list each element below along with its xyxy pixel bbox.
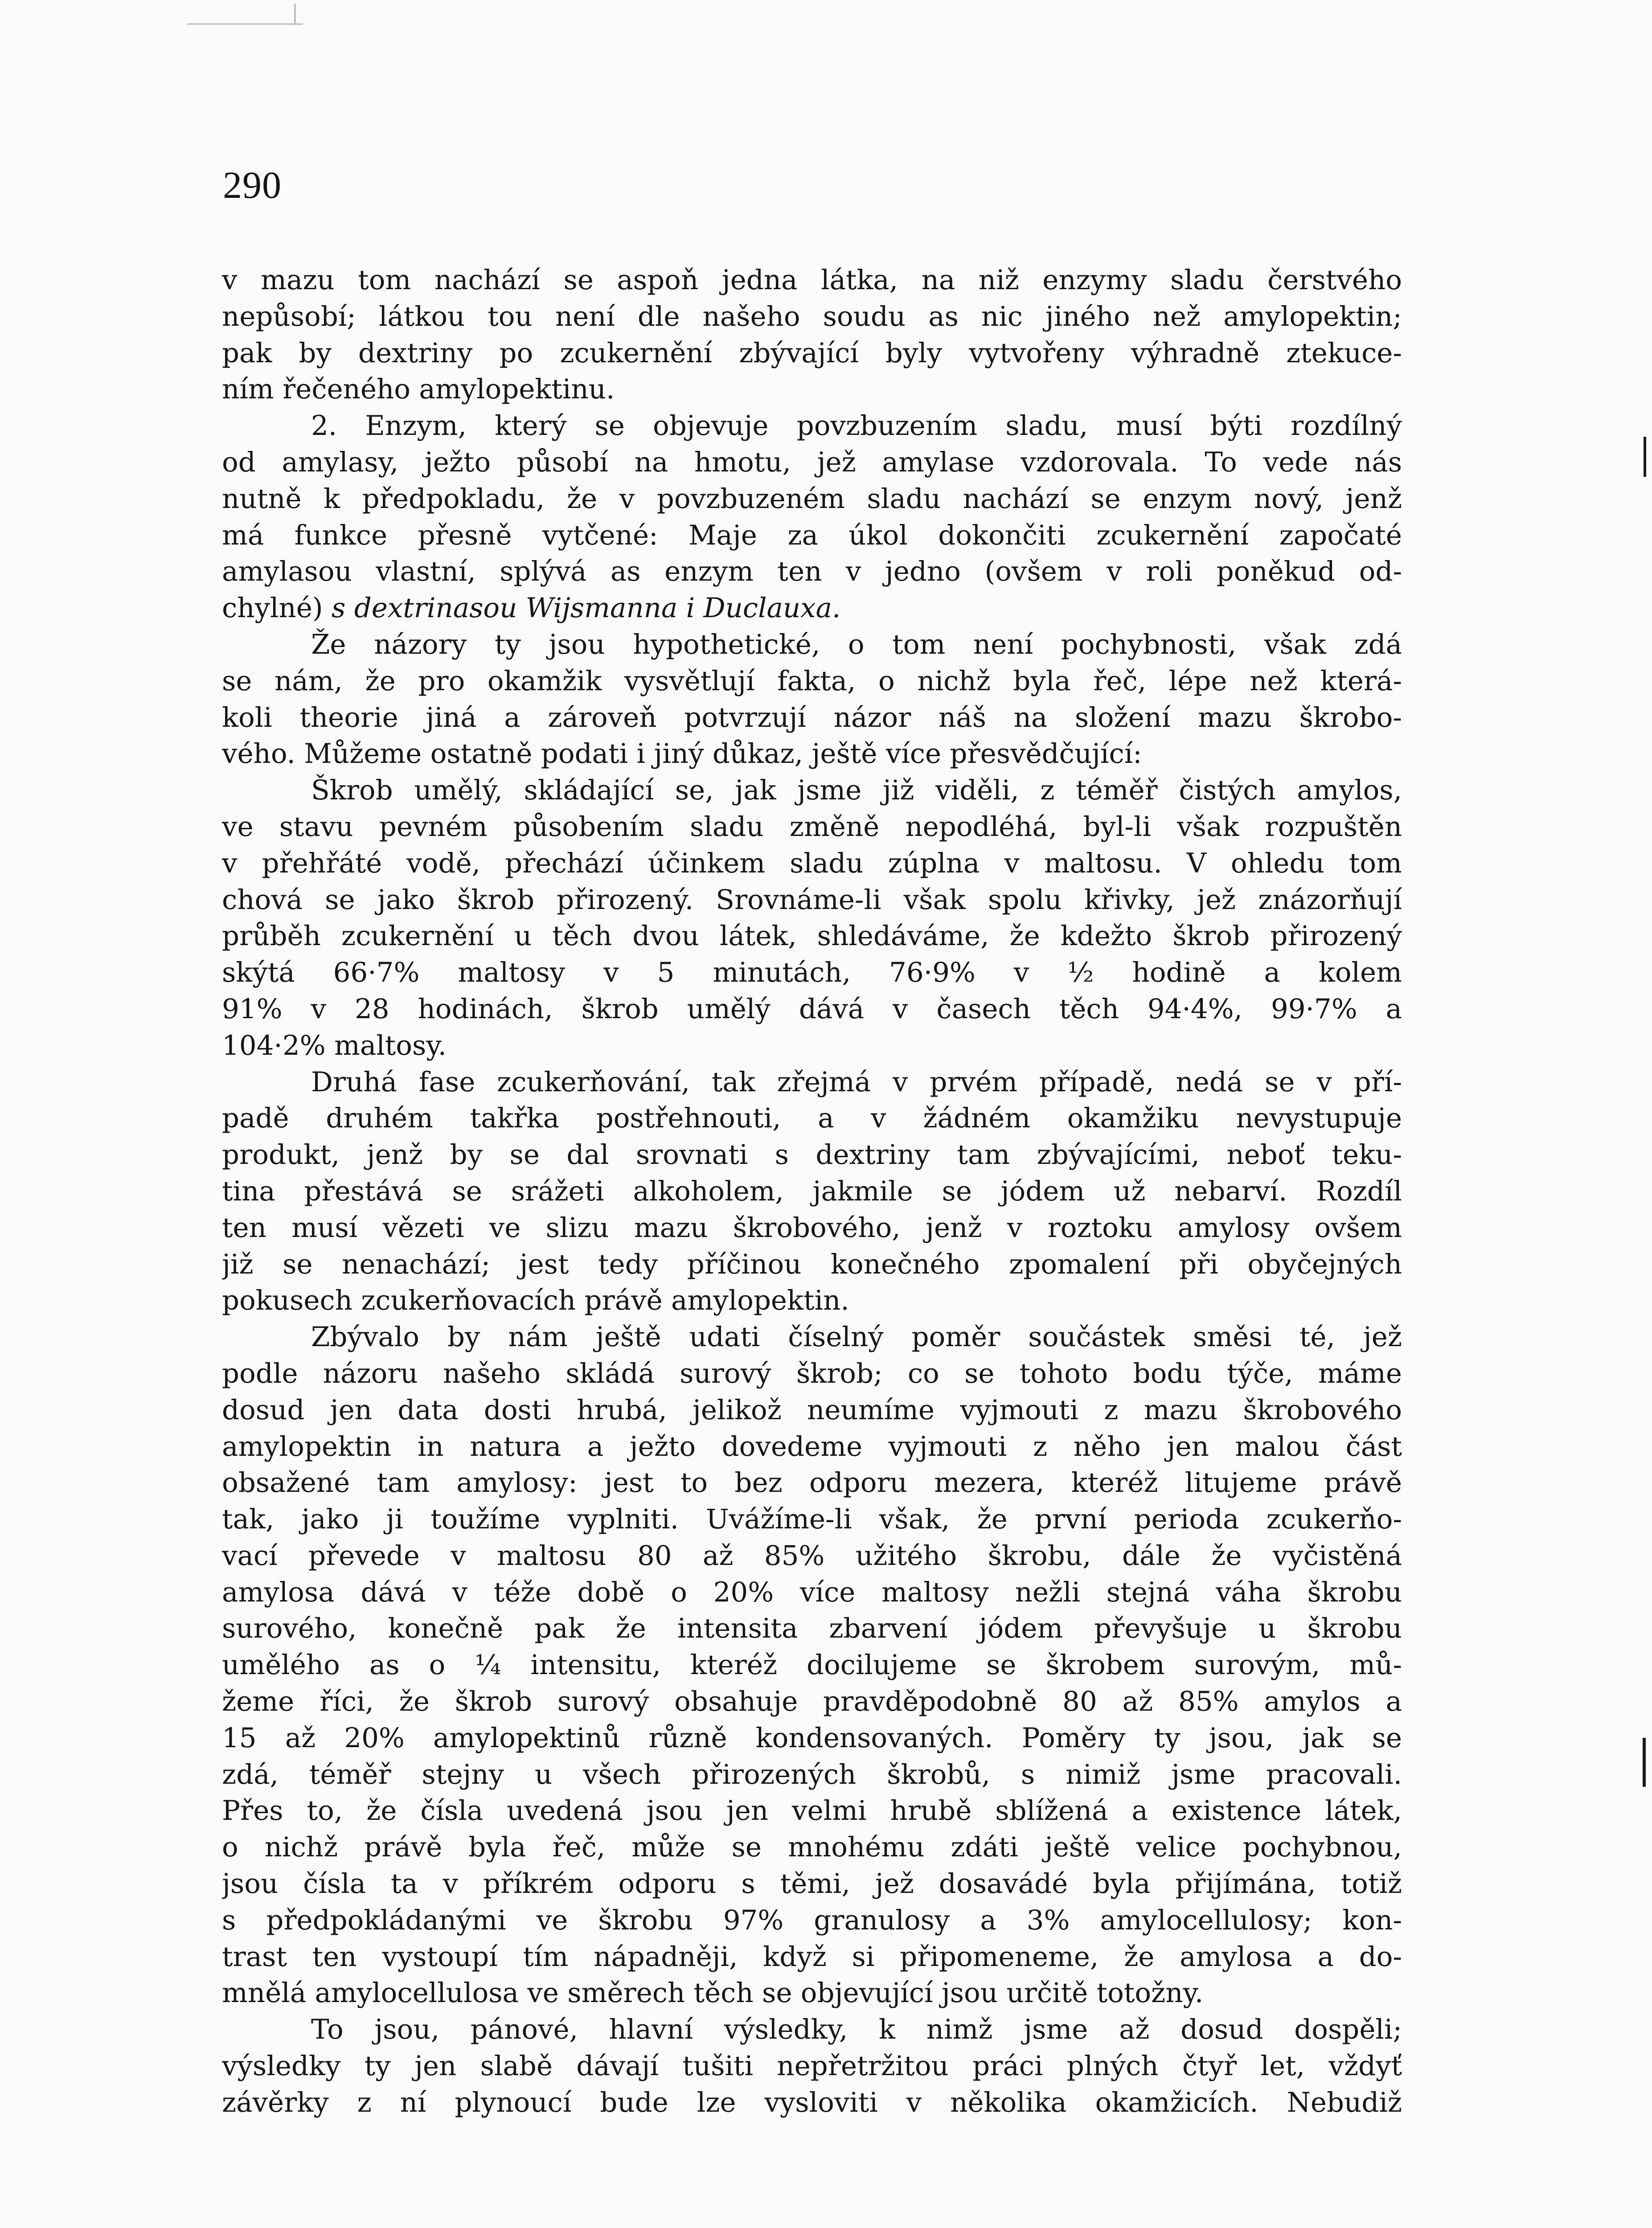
text-fragment: chylné) (222, 592, 332, 624)
text-line: pokusech zcukerňovacích právě amylopektin. (222, 1285, 849, 1317)
text-line: surového, konečně pak že intensita zbarvení jódem převyšuje u škrobu (222, 1613, 1402, 1645)
scan-artifact (1643, 1738, 1646, 1787)
text-line: Přes to, že čísla uvedená jsou jen velmi hrubě sblížená a existence látek, (222, 1795, 1402, 1827)
text-line: Škrob umělý, skládající se, jak jsme již viděli, z téměř čistých amylos, (311, 774, 1402, 807)
text-line: To jsou, pánové, hlavní výsledky, k nimž jsme až dosud dospěli; (311, 2014, 1402, 2046)
body-text (222, 262, 1402, 2121)
text-line: ve stavu pevném působením sladu změně nepodléhá, byl-li však rozpuštěn (222, 811, 1402, 843)
text-line: tina přestává se srážeti alkoholem, jakmile se jódem už nebarví. Rozdíl (222, 1175, 1402, 1207)
text-line (222, 590, 1402, 627)
text-line: s předpokládanými ve škrobu 97% granulosy a 3% amylocellulosy; kon- (222, 1904, 1402, 1936)
text-line: zdá, téměř stejny u všech přirozených škrobů, s nimiž jsme pracovali. (222, 1758, 1402, 1790)
text-line: ním řečeného amylopektinu. (222, 373, 615, 405)
text-line: vací převede v maltosu 80 až 85% užitého škrobu, dále že vyčistěná (222, 1540, 1402, 1572)
paragraph (222, 2011, 1402, 2121)
text-line: 104·2% maltosy. (222, 1029, 447, 1061)
text-line: Zbývalo by nám ještě udati číselný poměr součástek směsi té, jež (311, 1321, 1402, 1353)
text-line: pak by dextriny po zcukernění zbývající byly vytvořeny výhradně ztekuce- (222, 337, 1402, 369)
scan-artifact (187, 23, 303, 25)
text-line: o nichž právě byla řeč, může se mnohému zdáti ještě velice pochybnou, (222, 1831, 1402, 1863)
text-line: výsledky ty jen slabě dávají tušiti nepřetržitou práci plných čtyř let, vždyť (222, 2050, 1402, 2082)
text-line: amylosa dává v téže době o 20% více maltosy nežli stejná váha škrobu (222, 1576, 1402, 1608)
text-line: závěrky z ní plynoucí bude lze vysloviti v několika okamžicích. Nebudiž (222, 2086, 1402, 2118)
text-line: vého. Můžeme ostatně podati i jiný důkaz, ještě více přesvědčující: (222, 738, 1142, 770)
text-line: amylopektin in natura a ježto dovedeme vyjmouti z něho jen malou část (222, 1430, 1402, 1462)
text-line: má funkce přesně vytčené: Maje za úkol dokončiti zcukernění započaté (222, 519, 1402, 551)
text-line: v mazu tom nachází se aspoň jedna látka, na niž enzymy sladu čerstvého (222, 264, 1402, 296)
text-line: v přehřáté vodě, přechází účinkem sladu zúplna v maltosu. V ohledu tom (222, 847, 1402, 879)
text-line: chová se jako škrob přirozený. Srovnáme-li však spolu křivky, jež znázorňují (222, 884, 1402, 916)
text-line: od amylasy, ježto působí na hmotu, jež amylase vzdorovala. To vede nás (222, 446, 1402, 478)
text-line: nutně k předpokladu, že v povzbuzeném sladu nachází se enzym nový, jenž (222, 483, 1402, 515)
text-line: nepůsobí; látkou tou není dle našeho soudu as nic jiného než amylopektin; (222, 300, 1402, 332)
paragraph (222, 1064, 1402, 1319)
text-line: žeme říci, že škrob surový obsahuje pravděpodobně 80 až 85% amylos a (222, 1686, 1402, 1718)
paragraph (222, 772, 1402, 1064)
paragraph (222, 627, 1402, 772)
text-line: produkt, jenž by se dal srovnati s dextriny tam zbývajícími, neboť teku- (222, 1139, 1402, 1171)
text-line: amylasou vlastní, splývá as enzym ten v jedno (ovšem v roli poněkud od- (222, 556, 1402, 588)
text-line: tak, jako ji toužíme vyplniti. Uvážíme-li však, že první perioda zcukerňo- (222, 1503, 1402, 1536)
scan-artifact (1644, 437, 1646, 477)
page-number: 290 (223, 164, 282, 206)
text-line: Druhá fase zcukerňování, tak zřejmá v prvém případě, nedá se v pří- (311, 1066, 1402, 1098)
text-line: koli theorie jiná a zároveň potvrzují názor náš na složení mazu škrobo- (222, 701, 1402, 733)
text-line: průběh zcukernění u těch dvou látek, shledáváme, že kdežto škrob přirozený (222, 920, 1402, 952)
paragraph (222, 408, 1402, 627)
text-line: se nám, že pro okamžik vysvětlují fakta, o nichž byla řeč, lépe než která- (222, 665, 1402, 697)
text-line: 91% v 28 hodinách, škrob umělý dává v časech těch 94·4%, 99·7% a (222, 993, 1402, 1025)
text-line: skýtá 66·7% maltosy v 5 minutách, 76·9% v ½ hodině a kolem (222, 957, 1402, 989)
text-line: 2. Enzym, který se objevuje povzbuzením sladu, musí býti rozdílný (311, 410, 1402, 442)
text-line: již se nenachází; jest tedy příčinou konečného zpomalení při obyčejných (222, 1248, 1402, 1280)
text-line: obsažené tam amylosy: jest to bez odporu mezera, kteréž litujeme právě (222, 1467, 1402, 1499)
text-line: jsou čísla ta v příkrém odporu s těmi, jež dosavádé byla přijímána, totiž (222, 1868, 1402, 1900)
scan-artifact (294, 4, 296, 25)
text-line: mnělá amylocellulosa ve směrech těch se objevující jsou určitě totožny. (222, 1977, 1204, 2009)
text-line: Že názory ty jsou hypothetické, o tom není pochybnosti, však zdá (311, 628, 1402, 660)
text-line: ten musí vězeti ve slizu mazu škrobového, jenž v roztoku amylosy ovšem (222, 1212, 1402, 1244)
paragraph (222, 1319, 1402, 2011)
text-line: trast ten vystoupí tím nápadněji, když si připomeneme, že amylosa a do- (222, 1941, 1402, 1973)
italic-citation: s dextrinasou Wijsmanna i Duclauxa. (332, 592, 841, 624)
text-line: umělého as o ¼ intensitu, kteréž docilujeme se škrobem surovým, mů- (222, 1649, 1402, 1681)
text-line: padě druhém takřka postřehnouti, a v žádném okamžiku nevystupuje (222, 1102, 1402, 1134)
text-line: dosud jen data dosti hrubá, jelikož neumíme vyjmouti z mazu škrobového (222, 1394, 1402, 1426)
text-line: podle názoru našeho skládá surový škrob; co se tohoto bodu týče, máme (222, 1357, 1402, 1389)
text-line: 15 až 20% amylopektinů různě kondensovaných. Poměry ty jsou, jak se (222, 1722, 1402, 1754)
paragraph (222, 262, 1402, 408)
